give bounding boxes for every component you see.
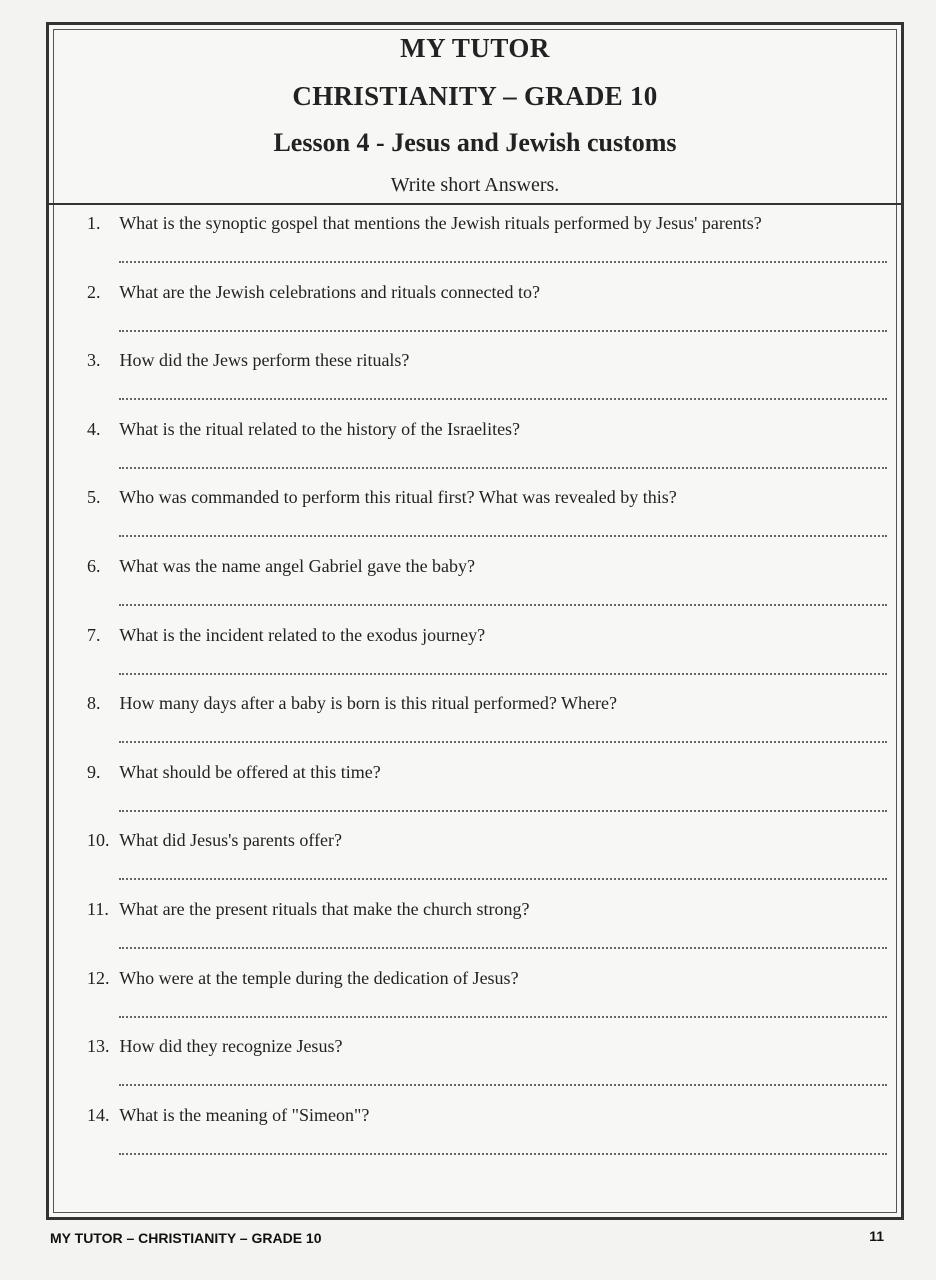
question-item: [49, 752, 901, 821]
page-frame: [46, 22, 904, 1220]
question-item: [49, 820, 901, 889]
answer-line[interactable]: [119, 1084, 887, 1086]
question-number: 12.: [87, 967, 110, 988]
question-text: What should be offered at this time?: [119, 761, 381, 782]
question-number: 13.: [87, 1036, 110, 1057]
question-item: [49, 409, 901, 478]
question-item: [49, 1095, 901, 1164]
question-item: [49, 546, 901, 615]
answer-line[interactable]: [119, 810, 887, 812]
question-text: What is the ritual related to the history of the Israelites?: [119, 418, 521, 439]
question-text: What is the meaning of "Simeon"?: [119, 1104, 370, 1125]
question-list: [49, 203, 901, 1163]
question-text: Who were at the temple during the dedication of Jesus?: [119, 967, 519, 988]
answer-line[interactable]: [119, 878, 887, 880]
question-number: 1.: [87, 213, 101, 233]
question-text: What are the Jewish celebrations and rituals connected to?: [119, 281, 541, 302]
answer-line[interactable]: [119, 1016, 887, 1018]
question-text: What is the synoptic gospel that mentions the Jewish rituals performed by Jesus' parents?: [119, 213, 762, 233]
question-text: What is the incident related to the exodus journey?: [119, 624, 486, 645]
answer-line[interactable]: [119, 535, 887, 537]
question-item: [49, 477, 901, 546]
answer-line[interactable]: [119, 330, 887, 332]
question-item: [49, 889, 901, 958]
question-number: 14.: [87, 1104, 110, 1125]
answer-line[interactable]: [119, 261, 887, 263]
lesson-title: Lesson 4 - Jesus and Jewish customs: [273, 128, 677, 157]
question-number: 4.: [87, 418, 101, 439]
page-number: 11: [869, 1228, 884, 1244]
worksheet-title: MY TUTOR: [400, 33, 550, 63]
answer-line[interactable]: [119, 604, 887, 606]
question-item: [49, 683, 901, 752]
question-number: 9.: [87, 761, 101, 782]
question-number: 10.: [87, 830, 110, 851]
question-item: [49, 1026, 901, 1095]
question-item: [49, 615, 901, 684]
instruction-text: Write short Answers.: [390, 174, 560, 196]
question-item: [49, 340, 901, 409]
question-text: What was the name angel Gabriel gave the baby?: [119, 555, 476, 576]
answer-line[interactable]: [119, 741, 887, 743]
worksheet-header: [49, 25, 901, 205]
answer-line[interactable]: [119, 398, 887, 400]
question-number: 3.: [87, 350, 101, 371]
question-text: How did they recognize Jesus?: [119, 1036, 343, 1057]
question-number: 6.: [87, 555, 101, 576]
worksheet-subtitle: CHRISTIANITY – GRADE 10: [292, 81, 658, 111]
question-text: Who was commanded to perform this ritual first? What was revealed by this?: [119, 487, 677, 508]
answer-line[interactable]: [119, 467, 887, 469]
answer-line[interactable]: [119, 673, 887, 675]
answer-line[interactable]: [119, 1153, 887, 1155]
answer-line[interactable]: [119, 947, 887, 949]
question-item: [49, 272, 901, 341]
footer-title: MY TUTOR – CHRISTIANITY – GRADE 10: [50, 1230, 322, 1246]
question-text: What did Jesus's parents offer?: [119, 830, 343, 851]
question-number: 7.: [87, 624, 101, 645]
question-text: How did the Jews perform these rituals?: [119, 350, 410, 371]
question-item: [49, 203, 901, 272]
question-number: 2.: [87, 281, 101, 302]
question-text: What are the present rituals that make the church strong?: [119, 898, 530, 919]
question-number: 8.: [87, 693, 101, 714]
question-item: [49, 958, 901, 1027]
question-number: 5.: [87, 487, 101, 508]
question-number: 11.: [87, 898, 109, 919]
question-text: How many days after a baby is born is this ritual performed? Where?: [119, 693, 618, 714]
